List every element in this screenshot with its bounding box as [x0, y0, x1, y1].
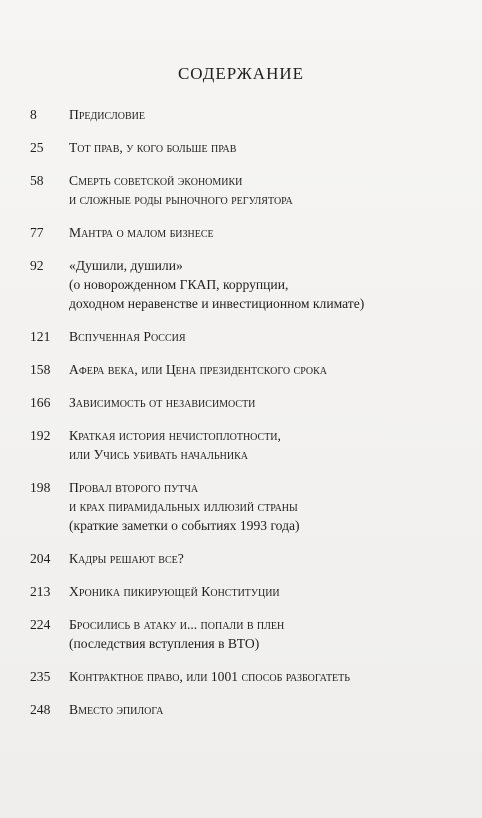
toc-title-line: доходном неравенстве и инвестиционном климате) [69, 296, 365, 311]
toc-page-number: 248 [30, 702, 51, 717]
toc-title [69, 478, 460, 535]
toc-title [69, 171, 460, 209]
toc-title-line: (последствия вступления в ВТО) [69, 636, 260, 651]
toc-title-line: и сложные роды рыночного регулятора [69, 192, 293, 207]
toc-entry [30, 105, 460, 124]
table-of-contents [30, 105, 460, 733]
toc-title-line: Вспученная Россия [69, 329, 186, 344]
toc-page-number: 198 [30, 480, 51, 495]
toc-title [69, 615, 460, 653]
toc-page-number: 166 [30, 395, 51, 410]
toc-entry [30, 426, 460, 464]
toc-entry [30, 549, 460, 568]
toc-title [69, 393, 460, 412]
toc-title [69, 549, 460, 568]
toc-title [69, 700, 460, 719]
toc-entry [30, 360, 460, 379]
toc-page-number: 192 [30, 428, 51, 443]
toc-entry [30, 393, 460, 412]
toc-entry [30, 478, 460, 535]
toc-title [69, 223, 460, 242]
toc-title-line: Хроника пикирующей Конституции [69, 584, 280, 599]
toc-title-line: Контрактное право, или 1001 способ разбогатеть [69, 669, 351, 684]
toc-page-number: 224 [30, 617, 51, 632]
toc-page-number: 77 [30, 225, 44, 240]
toc-title-line: (краткие заметки о событиях 1993 года) [69, 518, 300, 533]
toc-title-line: Смерть советской экономики [69, 173, 243, 188]
toc-title-line: (о новорожденном ГКАП, коррупции, [69, 277, 289, 292]
toc-title [69, 426, 460, 464]
page-title: СОДЕРЖАНИЕ [177, 64, 305, 83]
toc-title [69, 360, 460, 379]
toc-title-line: Кадры решают все? [69, 551, 184, 566]
toc-title-line: Предисловие [69, 107, 145, 122]
toc-title-line: Бросились в атаку и... попали в плен [69, 617, 285, 632]
toc-entry [30, 138, 460, 157]
toc-title-line: или Учись убивать начальника [69, 447, 248, 462]
toc-title-line: «Душили, душили» [69, 258, 183, 273]
toc-title-line: Афера века, или Цена президентского срока [69, 362, 328, 377]
toc-entry [30, 700, 460, 719]
toc-title-line: Провал второго путча [69, 480, 199, 495]
toc-page-number: 204 [30, 551, 51, 566]
toc-title-line: Мантра о малом бизнесе [69, 225, 214, 240]
toc-entry [30, 582, 460, 601]
toc-title-line: Краткая история нечистоплотности, [69, 428, 281, 443]
toc-title-line: Зависимость от независимости [69, 395, 256, 410]
toc-title [69, 105, 460, 124]
toc-entry [30, 327, 460, 346]
toc-page-number: 158 [30, 362, 51, 377]
toc-page-number: 25 [30, 140, 44, 155]
toc-title-line: Тот прав, у кого больше прав [69, 140, 237, 155]
toc-title-line: Вместо эпилога [69, 702, 164, 717]
toc-entry [30, 256, 460, 313]
toc-page-number: 92 [30, 258, 44, 273]
toc-title [69, 256, 460, 313]
toc-title [69, 582, 460, 601]
toc-entry [30, 615, 460, 653]
toc-page-number: 8 [30, 107, 37, 122]
toc-title-line: и крах пирамидальных иллюзий страны [69, 499, 298, 514]
toc-entry [30, 171, 460, 209]
toc-page-number: 121 [30, 329, 51, 344]
toc-page-number: 235 [30, 669, 51, 684]
toc-title [69, 327, 460, 346]
toc-entry [30, 223, 460, 242]
toc-page-number: 213 [30, 584, 51, 599]
toc-title [69, 138, 460, 157]
toc-title [69, 667, 460, 686]
toc-page-number: 58 [30, 173, 44, 188]
toc-entry [30, 667, 460, 686]
